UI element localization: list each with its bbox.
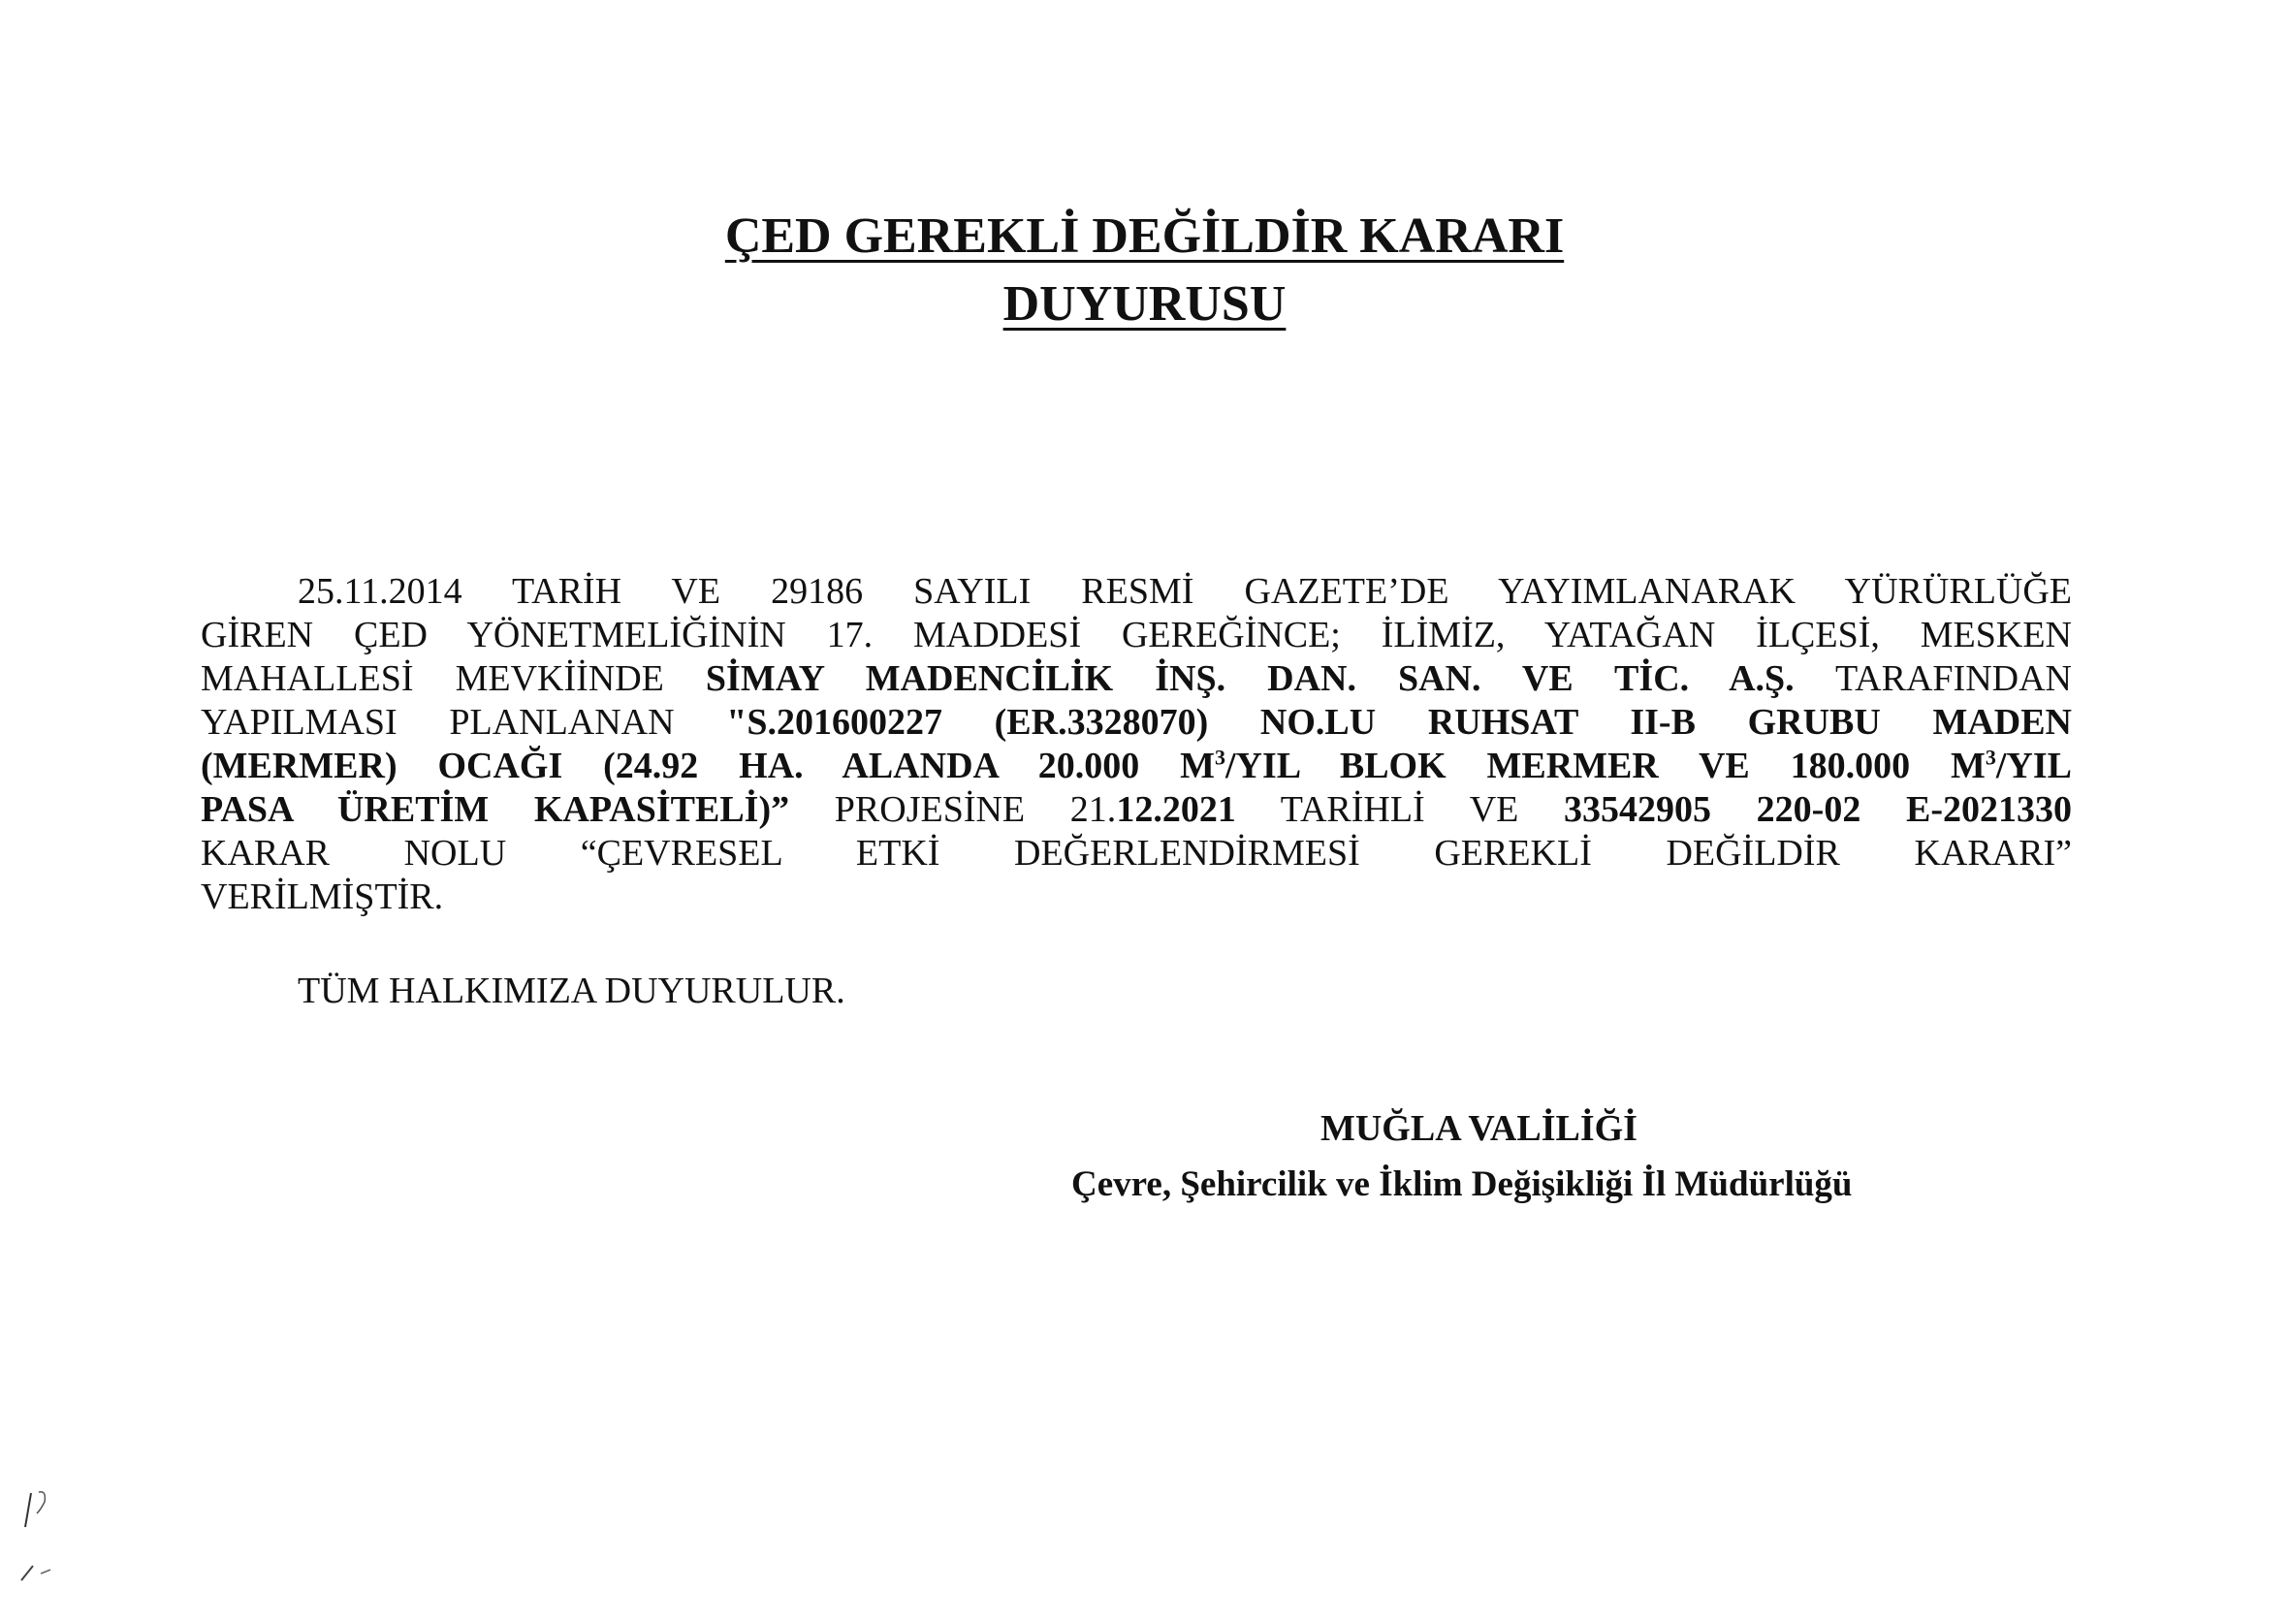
body-line-6: PASA ÜRETİM KAPASİTELİ)” PROJESİNE 21.12.2021 TARİHLİ VE 33542905 220-02 E-2021330 [201, 789, 2072, 830]
closing-statement: TÜM HALKIMIZA DUYURULUR. [298, 971, 845, 1011]
signature-department: Çevre, Şehircilik ve İklim Değişikliği İl Müdürlüğü [1071, 1164, 1853, 1204]
body-line-7: KARAR NOLU “ÇEVRESEL ETKİ DEĞERLENDİRMESİ GEREKLİ DEĞİLDİR KARARI” [201, 833, 2072, 874]
project-name-start: "S.201600227 (ER.3328070) NO.LU RUHSAT II-B GRUBU MADEN [726, 702, 2073, 743]
body-line-2: GİREN ÇED YÖNETMELİĞİNİN 17. MADDESİ GEREĞİNCE; İLİMİZ, YATAĞAN İLÇESİ, MESKEN [201, 615, 2072, 655]
body-line-5: (MERMER) OCAĞI (24.92 HA. ALANDA 20.000 $M^3$/YIL BLOK MERMER VE 180.000 $M^3$/YIL [201, 745, 2073, 786]
body-line-4: YAPILMASI PLANLANAN "S.201600227 (ER.3328070) NO.LU RUHSAT II-B GRUBU MADEN [201, 702, 2073, 743]
decision-number: 33542905 220-02 E-2021330 [1564, 789, 2072, 830]
announcement-body [201, 570, 2072, 919]
margin-scribble-icon [17, 1488, 76, 1595]
body-line-1: 25.11.2014 TARİH VE 29186 SAYILI RESMİ GAZETE’DE YAYIMLANARAK YÜRÜRLÜĞE [298, 571, 2072, 612]
signature-organization: MUĞLA VALİLİĞİ [1320, 1108, 1637, 1149]
body-line-8: VERİLMİŞTİR. [201, 876, 444, 917]
body-line-3: MAHALLESİ MEVKİİNDE SİMAY MADENCİLİK İNŞ. DAN. SAN. VE TİC. A.Ş. TARAFINDAN [201, 658, 2072, 699]
company-name: SİMAY MADENCİLİK İNŞ. DAN. SAN. VE TİC. A.Ş. [705, 658, 1795, 699]
title-line-2: DUYURUSU [1002, 276, 1287, 332]
title-line-1: ÇED GEREKLİ DEĞİLDİR KARARI [724, 208, 1565, 264]
